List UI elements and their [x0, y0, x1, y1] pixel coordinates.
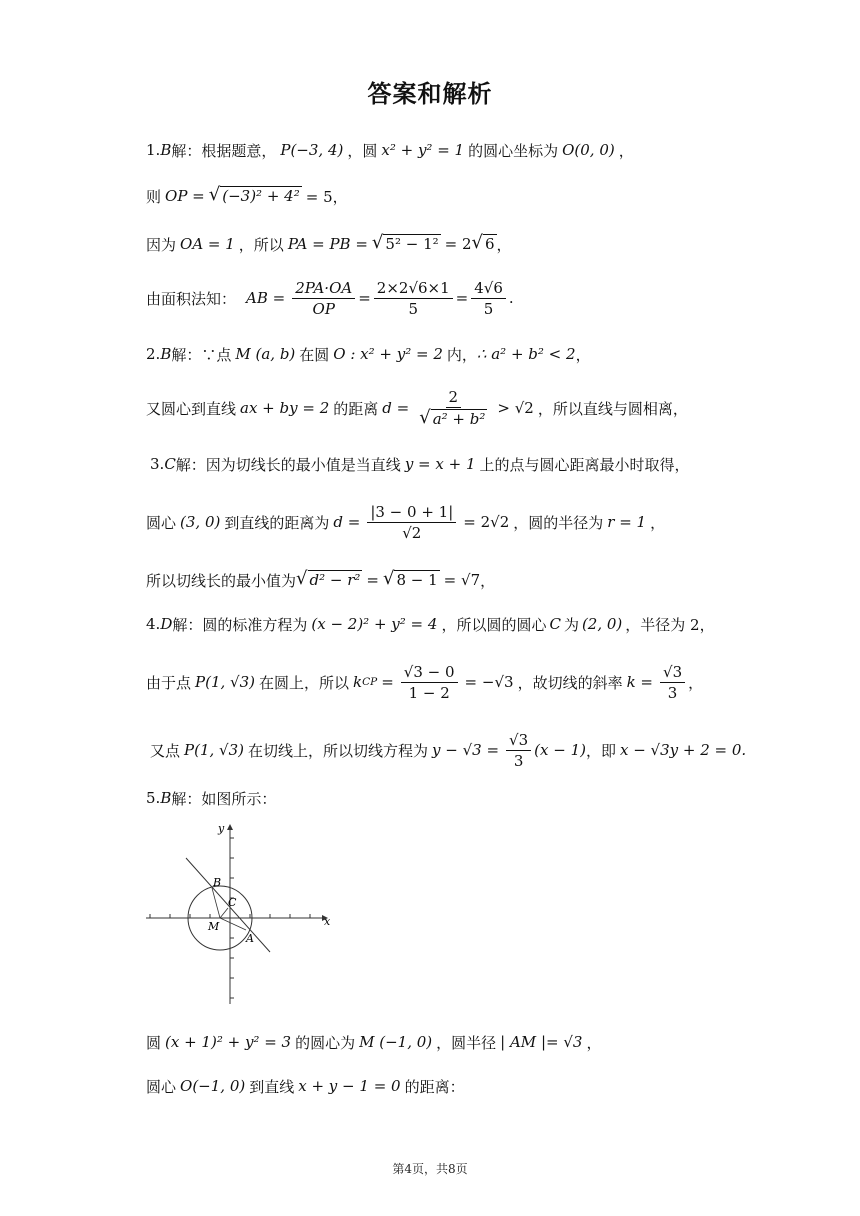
q1-line-3 — [146, 224, 512, 264]
q4-text: 又点 — [150, 741, 181, 760]
q1-radicand-2: 5² − 1² — [385, 235, 439, 254]
q4-circle-eq: (x − 2)² + y² = 4 — [311, 615, 438, 633]
q4-frac2-num: √3 — [660, 663, 685, 683]
q1-text: 因为 — [146, 235, 177, 254]
q5-text: 解：如图所示： — [171, 789, 277, 808]
q3-sqrt: √ d² − r² — [296, 568, 361, 590]
q1-fraction-1 — [292, 279, 355, 318]
q3-line-2 — [146, 498, 665, 546]
segment-mc — [220, 908, 228, 918]
q2-frac-num: 2 — [446, 388, 462, 408]
q5-number: 5. — [146, 789, 161, 807]
q2-line-eq: ax + by = 2 — [240, 399, 330, 417]
q2-conclusion: ，所以直线与圆相离， — [537, 399, 688, 418]
q1-frac3-den: 5 — [483, 299, 494, 318]
q1-text: ，所以 — [238, 235, 284, 254]
q1-oa: OA = 1 — [180, 235, 235, 253]
q2-number: 2. — [146, 345, 161, 363]
q3-radicand-2: 8 − 1 — [396, 571, 438, 590]
q4-k: k — [353, 673, 363, 691]
q4-y: y − √3 = — [432, 741, 500, 759]
q3-text: 圆心 — [146, 513, 177, 532]
q5-line-1 — [146, 778, 276, 818]
q2-text: 又圆心到直线 — [146, 399, 237, 418]
q1-line-2 — [146, 176, 348, 216]
q4-x-term: (x − 1) — [534, 741, 586, 759]
q1-end: ， — [496, 235, 512, 254]
q4-text: 在切线上，所以切线方程为 — [248, 741, 429, 760]
q4-frac-num: √3 − 0 — [401, 663, 458, 683]
q2-text: 内， — [446, 345, 477, 364]
q1-text: 解：根据题意， — [171, 141, 277, 160]
q4-text: ，即 — [585, 741, 616, 760]
q2-text: 解：∵点 — [171, 345, 232, 364]
q5-radius: | AM |= √3 — [500, 1033, 583, 1051]
q1-sqrt-3: √ 6 — [471, 232, 495, 254]
q3-sqrt-2: √ 8 − 1 — [382, 568, 438, 590]
q2-line-1 — [146, 334, 591, 374]
q3-line-eq: y = x + 1 — [404, 455, 476, 473]
q1-sqrt-2: √ 5² − 1² — [371, 232, 439, 254]
q5-center: M (−1, 0) — [359, 1033, 433, 1051]
q1-circle-eq: x² + y² = 1 — [381, 141, 465, 159]
q4-text: 解：圆的标准方程为 — [172, 615, 308, 634]
q3-text: 到直线的距离为 — [224, 513, 330, 532]
q1-text: 则 — [146, 187, 162, 206]
q4-eq: = — [381, 673, 394, 691]
q3-text: 所以切线长的最小值为 — [146, 571, 297, 590]
q4-fraction-3 — [506, 731, 531, 770]
q4-frac3-num: √3 — [506, 731, 531, 751]
q3-center: (3, 0) — [180, 513, 221, 531]
segment-mb — [212, 888, 220, 918]
q4-number: 4. — [146, 615, 161, 633]
y-axis-arrow — [227, 824, 233, 830]
q1-center: O(0, 0) — [562, 141, 615, 159]
q5-text: 到直线 — [249, 1077, 295, 1096]
label-a: A — [246, 932, 254, 945]
q4-line-2 — [146, 658, 703, 706]
q1-radicand: (−3)² + 4² — [222, 187, 300, 206]
q3-result: = √7 — [443, 571, 481, 589]
q4-text: 在圆上，所以 — [259, 673, 350, 692]
q3-text: ，圆的半径为 — [513, 513, 604, 532]
q3-text: 上的点与圆心距离最小时取得， — [479, 455, 690, 474]
q5-line-eq: x + y − 1 = 0 — [298, 1077, 401, 1095]
q1-answer: B — [160, 141, 172, 159]
page-footer: 第4页，共8页 — [392, 1162, 468, 1176]
q1-fraction-3 — [471, 279, 506, 318]
q5-center-o: O(−1, 0) — [180, 1077, 246, 1095]
q4-point-p-2: P(1, √3) — [184, 741, 244, 759]
q4-center: (2, 0) — [581, 615, 623, 633]
q5-figure — [146, 822, 336, 1012]
q3-result: = 2√2 — [463, 513, 510, 531]
q1-pa-pb: PA = PB = — [287, 235, 368, 253]
q4-k-sub: CP — [362, 676, 378, 688]
q4-point-p: P(1, √3) — [195, 673, 255, 691]
q3-frac-den: √2 — [402, 523, 422, 542]
q4-end: ， — [688, 673, 704, 692]
label-m: M — [208, 920, 220, 933]
q4-result: = −√3 — [464, 673, 514, 691]
label-c: C — [228, 896, 237, 909]
q5-text: ，圆半径 — [436, 1033, 497, 1052]
q1-frac2-den: 5 — [408, 299, 418, 318]
q1-frac3-num: 4√6 — [471, 279, 506, 299]
q3-end: ， — [650, 513, 666, 532]
q3-fraction — [367, 503, 456, 542]
q4-frac3-den: 3 — [513, 751, 524, 770]
q1-line-4 — [146, 276, 514, 320]
q1-number: 1. — [146, 141, 161, 159]
q5-text: 的圆心为 — [295, 1033, 356, 1052]
q1-eq-sign-2: = — [455, 289, 469, 307]
q4-text: 由于点 — [146, 673, 192, 692]
q2-line-2 — [146, 384, 688, 432]
q3-d: d = — [333, 513, 361, 531]
q4-text: 为 — [563, 615, 579, 634]
q5-answer: B — [160, 789, 172, 807]
q1-comma: ， — [618, 141, 634, 160]
q4-frac2-den: 3 — [667, 683, 678, 702]
q3-answer: C — [164, 455, 176, 473]
q5-line-3 — [146, 1066, 465, 1106]
q2-d: d = — [382, 399, 410, 417]
q1-op: OP = — [165, 187, 205, 205]
q3-radicand: d² − r² — [309, 571, 361, 590]
q4-frac-den: 1 − 2 — [408, 683, 450, 702]
q4-tangent-eq: x − √3y + 2 = 0. — [619, 741, 747, 759]
q3-end: ， — [480, 571, 496, 590]
q5-end: ， — [586, 1033, 602, 1052]
q2-text: 的距离 — [333, 399, 379, 418]
q4-text: ，半径为 2， — [625, 615, 715, 634]
q4-line-1 — [146, 604, 715, 644]
q3-text: 解：因为切线长的最小值是当直线 — [175, 455, 401, 474]
q2-inequality: ∴ a² + b² < 2 — [476, 345, 576, 363]
q2-circle-eq: O : x² + y² = 2 — [333, 345, 443, 363]
q4-text: ，所以圆的圆心 — [441, 615, 547, 634]
q1-text: 由面积法知： — [146, 289, 237, 308]
q2-fraction: 2 √ a² + b² — [419, 387, 486, 428]
label-x: x — [324, 915, 331, 928]
q1-frac1-den: OP — [312, 299, 335, 318]
q3-number: 3. — [150, 455, 165, 473]
q1-period: . — [508, 289, 514, 307]
q5-line-2 — [146, 1022, 601, 1062]
segment-ma — [220, 918, 246, 930]
page-title: 答案和解析 — [367, 80, 493, 108]
label-b: B — [213, 876, 222, 889]
label-y: y — [218, 822, 225, 835]
q1-frac1-num: 2PA·OA — [292, 279, 355, 299]
q5-text: 的距离： — [404, 1077, 465, 1096]
q4-slope: k = — [626, 673, 654, 691]
q1-eq-sign: = — [358, 289, 371, 307]
q1-text: 的圆心坐标为 — [468, 141, 559, 160]
q3-line-3 — [146, 560, 495, 600]
q4-line-3 — [150, 726, 746, 774]
q5-circle-eq: (x + 1)² + y² = 3 — [165, 1033, 292, 1051]
q2-gt: > √2 — [497, 399, 534, 417]
q4-answer: D — [160, 615, 173, 633]
q5-text: 圆心 — [146, 1077, 177, 1096]
q1-eq: = 2 — [444, 235, 472, 253]
q4-fraction-2 — [660, 663, 685, 702]
q1-sqrt: √ (−3)² + 4² — [208, 184, 300, 206]
q1-point-p: P(−3, 4) — [280, 141, 344, 159]
q4-text: ，故切线的斜率 — [517, 673, 623, 692]
q3-eq: = — [366, 571, 379, 589]
q2-text: 在圆 — [299, 345, 330, 364]
q3-frac-num: |3 − 0 + 1| — [367, 503, 456, 523]
q5-text: 圆 — [146, 1033, 162, 1052]
q4-c: C — [549, 615, 561, 633]
q3-line-1 — [150, 444, 690, 484]
q2-answer: B — [160, 345, 172, 363]
q2-frac-den: a² + b² — [432, 409, 486, 428]
q1-ab: AB = — [246, 289, 286, 307]
q1-radicand-3: 6 — [485, 235, 495, 254]
q1-text: ，圆 — [347, 141, 378, 160]
q1-result: = 5， — [305, 187, 348, 206]
q3-radius: r = 1 — [607, 513, 647, 531]
q1-frac2-num: 2×2√6×1 — [374, 279, 453, 299]
q2-point-m: M (a, b) — [235, 345, 296, 363]
q1-fraction-2 — [374, 279, 453, 318]
q1-line-1 — [146, 130, 634, 170]
q4-fraction — [401, 663, 458, 702]
q2-end: ， — [575, 345, 591, 364]
